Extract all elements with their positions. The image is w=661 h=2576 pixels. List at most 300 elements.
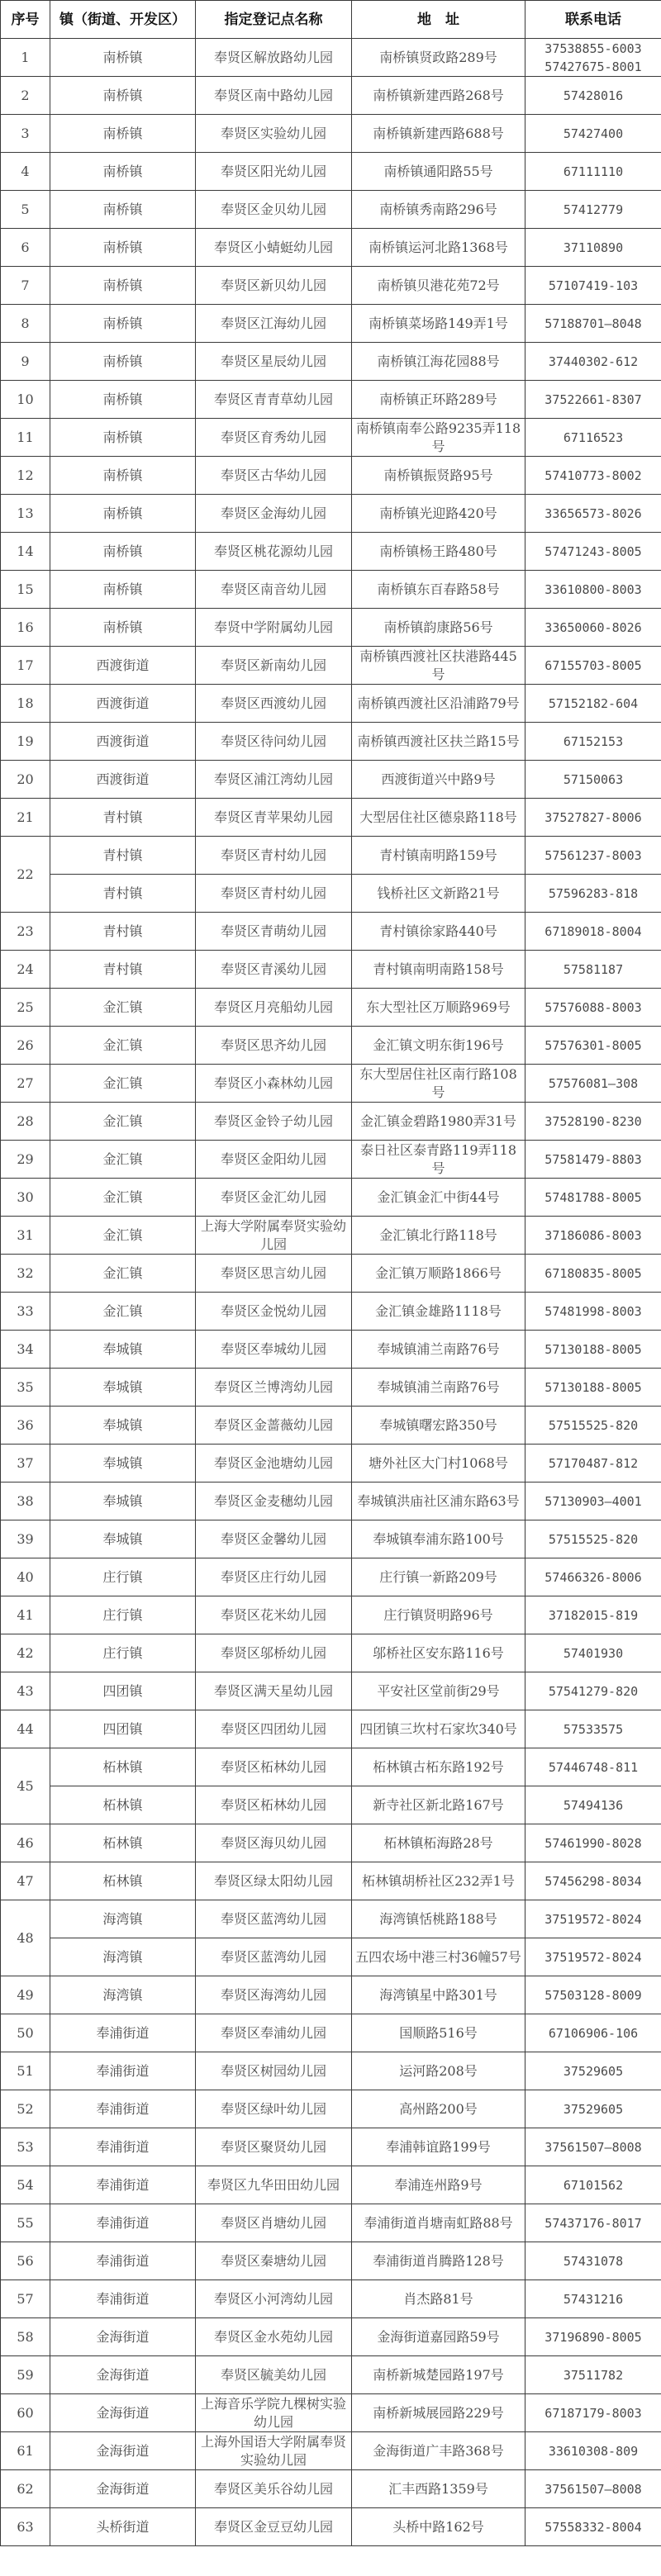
table-row [1, 1710, 661, 1748]
cell-address: 庄行镇一新路209号 [352, 1558, 525, 1596]
cell-phone: 57533575 [525, 1710, 661, 1748]
cell-town: 庄行镇 [50, 1596, 196, 1634]
table-row [1, 153, 661, 191]
cell-name: 奉贤区蓝湾幼儿园 [196, 1900, 352, 1938]
table-row [1, 1938, 661, 1976]
table-row [1, 2166, 661, 2204]
cell-seq: 48 [1, 1900, 50, 1976]
cell-name: 奉贤区邬桥幼儿园 [196, 1634, 352, 1672]
cell-address: 新寺社区新北路167号 [352, 1786, 525, 1824]
table-row [1, 1065, 661, 1103]
cell-phone: 37528190-8230 [525, 1103, 661, 1141]
cell-seq: 28 [1, 1103, 50, 1141]
cell-address: 南桥镇南奉公路9235弄118号 [352, 419, 525, 457]
cell-name: 奉贤区思齐幼儿园 [196, 1027, 352, 1065]
cell-address: 奉城镇浦兰南路76号 [352, 1331, 525, 1369]
cell-phone: 57427400 [525, 115, 661, 153]
cell-address: 南桥新城展园路229号 [352, 2394, 525, 2432]
table-row [1, 191, 661, 229]
cell-address: 海湾镇星中路301号 [352, 1976, 525, 2014]
cell-town: 青村镇 [50, 951, 196, 989]
cell-name: 奉贤区青村幼儿园 [196, 875, 352, 913]
cell-seq: 27 [1, 1065, 50, 1103]
cell-seq: 59 [1, 2356, 50, 2394]
cell-town: 南桥镇 [50, 229, 196, 267]
cell-address: 南桥镇西渡社区沿浦路79号 [352, 685, 525, 723]
cell-name: 奉贤中学附属幼儿园 [196, 609, 352, 647]
cell-seq: 40 [1, 1558, 50, 1596]
table-row [1, 2394, 661, 2432]
cell-town: 四团镇 [50, 1672, 196, 1710]
cell-phone: 67180835-8005 [525, 1255, 661, 1293]
cell-seq: 26 [1, 1027, 50, 1065]
cell-seq: 35 [1, 1369, 50, 1407]
table-row [1, 837, 661, 875]
cell-address: 奉城镇奉浦东路100号 [352, 1520, 525, 1558]
cell-address: 南桥镇西渡社区扶兰路15号 [352, 723, 525, 761]
cell-seq: 30 [1, 1179, 50, 1217]
table-row [1, 77, 661, 115]
cell-address: 南桥镇韵康路56号 [352, 609, 525, 647]
cell-town: 南桥镇 [50, 77, 196, 115]
cell-seq: 3 [1, 115, 50, 153]
cell-seq: 46 [1, 1824, 50, 1862]
cell-town: 金海街道 [50, 2432, 196, 2470]
cell-name: 奉贤区小河湾幼儿园 [196, 2280, 352, 2318]
cell-town: 金汇镇 [50, 1255, 196, 1293]
cell-seq: 7 [1, 267, 50, 305]
cell-address: 西渡街道兴中路9号 [352, 761, 525, 799]
cell-phone: 37561507—8008 [525, 2128, 661, 2166]
header-address: 地 址 [352, 1, 525, 39]
cell-town: 南桥镇 [50, 115, 196, 153]
cell-address: 东大型社区万顺路969号 [352, 989, 525, 1027]
cell-phone: 67116523 [525, 419, 661, 457]
cell-phone: 57130903—4001 [525, 1483, 661, 1520]
cell-seq: 33 [1, 1293, 50, 1331]
cell-town: 奉城镇 [50, 1331, 196, 1369]
table-row [1, 609, 661, 647]
cell-town: 奉浦街道 [50, 2242, 196, 2280]
cell-town: 奉浦街道 [50, 2204, 196, 2242]
cell-town: 金汇镇 [50, 1027, 196, 1065]
cell-phone: 57581479-8803 [525, 1141, 661, 1179]
cell-name: 上海大学附属奉贤实验幼儿园 [196, 1217, 352, 1255]
cell-town: 南桥镇 [50, 39, 196, 77]
cell-phone: 57466326-8006 [525, 1558, 661, 1596]
cell-seq: 11 [1, 419, 50, 457]
table-row [1, 1407, 661, 1445]
cell-town: 奉浦街道 [50, 2014, 196, 2052]
cell-phone: 37527827-8006 [525, 799, 661, 837]
cell-name: 奉贤区金豆豆幼儿园 [196, 2508, 352, 2546]
cell-phone: 57107419-103 [525, 267, 661, 305]
cell-town: 奉城镇 [50, 1445, 196, 1483]
table-row [1, 1596, 661, 1634]
cell-town: 金海街道 [50, 2356, 196, 2394]
cell-town: 柘林镇 [50, 1786, 196, 1824]
cell-address: 钱桥社区文新路21号 [352, 875, 525, 913]
cell-phone: 57152182-604 [525, 685, 661, 723]
cell-name: 奉贤区星辰幼儿园 [196, 343, 352, 381]
cell-address: 泰日社区泰青路119弄118号 [352, 1141, 525, 1179]
table-row [1, 1369, 661, 1407]
cell-name: 奉贤区绿太阳幼儿园 [196, 1862, 352, 1900]
cell-address: 四团镇三坎村石家坎340号 [352, 1710, 525, 1748]
table-row [1, 571, 661, 609]
cell-address: 运河路208号 [352, 2052, 525, 2090]
cell-seq: 55 [1, 2204, 50, 2242]
cell-phone: 57503128-8009 [525, 1976, 661, 2014]
cell-phone: 57446748-811 [525, 1748, 661, 1786]
cell-address: 五四农场中港三村36幢57号 [352, 1938, 525, 1976]
table-row [1, 229, 661, 267]
cell-address: 青村镇南明路159号 [352, 837, 525, 875]
table-row [1, 39, 661, 77]
cell-phone: 37182015-819 [525, 1596, 661, 1634]
cell-phone: 33650060-8026 [525, 609, 661, 647]
cell-town: 金汇镇 [50, 1141, 196, 1179]
header-name: 指定登记点名称 [196, 1, 352, 39]
cell-name: 奉贤区青萌幼儿园 [196, 913, 352, 951]
cell-seq: 12 [1, 457, 50, 495]
cell-phone: 57481998-8003 [525, 1293, 661, 1331]
cell-seq: 4 [1, 153, 50, 191]
cell-name: 奉贤区青青草幼儿园 [196, 381, 352, 419]
cell-address: 南桥镇通阳路55号 [352, 153, 525, 191]
cell-address: 金汇镇北行路118号 [352, 1217, 525, 1255]
table-row [1, 951, 661, 989]
cell-name: 奉贤区花米幼儿园 [196, 1596, 352, 1634]
table-row [1, 419, 661, 457]
cell-phone: 57596283-818 [525, 875, 661, 913]
cell-phone: 37440302-612 [525, 343, 661, 381]
cell-address: 南桥镇杨王路480号 [352, 533, 525, 571]
cell-phone: 57150063 [525, 761, 661, 799]
cell-phone: 57576081—308 [525, 1065, 661, 1103]
table-row [1, 1217, 661, 1255]
cell-name: 奉贤区金馨幼儿园 [196, 1520, 352, 1558]
cell-name: 奉贤区柘林幼儿园 [196, 1786, 352, 1824]
cell-seq: 14 [1, 533, 50, 571]
table-row [1, 1027, 661, 1065]
cell-address: 南桥镇东百春路58号 [352, 571, 525, 609]
cell-town: 金汇镇 [50, 1293, 196, 1331]
cell-seq: 29 [1, 1141, 50, 1179]
cell-phone: 57456298-8034 [525, 1862, 661, 1900]
cell-seq: 61 [1, 2432, 50, 2470]
cell-town: 青村镇 [50, 875, 196, 913]
table-row [1, 2242, 661, 2280]
cell-name: 奉贤区西渡幼儿园 [196, 685, 352, 723]
cell-address: 金汇镇金雄路1118号 [352, 1293, 525, 1331]
cell-town: 金海街道 [50, 2318, 196, 2356]
cell-phone: 57541279-820 [525, 1672, 661, 1710]
cell-town: 西渡街道 [50, 647, 196, 685]
table-row [1, 2318, 661, 2356]
cell-name: 奉贤区海贝幼儿园 [196, 1824, 352, 1862]
cell-phone: 67155703-8005 [525, 647, 661, 685]
cell-town: 青村镇 [50, 913, 196, 951]
cell-address: 金海街道广丰路368号 [352, 2432, 525, 2470]
cell-address: 邬桥社区安东路116号 [352, 1634, 525, 1672]
cell-seq: 62 [1, 2470, 50, 2508]
cell-town: 柘林镇 [50, 1862, 196, 1900]
table-body [1, 39, 661, 2546]
cell-town: 金汇镇 [50, 1065, 196, 1103]
cell-town: 奉城镇 [50, 1483, 196, 1520]
cell-name: 奉贤区四团幼儿园 [196, 1710, 352, 1748]
table-row [1, 2356, 661, 2394]
cell-name: 奉贤区思言幼儿园 [196, 1255, 352, 1293]
cell-phone: 37196890-8005 [525, 2318, 661, 2356]
cell-town: 青村镇 [50, 837, 196, 875]
cell-phone: 57410773-8002 [525, 457, 661, 495]
cell-name: 奉贤区金麦穗幼儿园 [196, 1483, 352, 1520]
cell-seq: 22 [1, 837, 50, 913]
cell-seq: 56 [1, 2242, 50, 2280]
table-row [1, 2090, 661, 2128]
cell-name: 奉贤区金蔷薇幼儿园 [196, 1407, 352, 1445]
cell-address: 奉城镇浦兰南路76号 [352, 1369, 525, 1407]
cell-seq: 41 [1, 1596, 50, 1634]
cell-address: 南桥镇秀南路296号 [352, 191, 525, 229]
cell-address: 南桥镇运河北路1368号 [352, 229, 525, 267]
cell-seq: 2 [1, 77, 50, 115]
cell-town: 奉浦街道 [50, 2280, 196, 2318]
cell-address: 南桥新城楚园路197号 [352, 2356, 525, 2394]
cell-town: 南桥镇 [50, 457, 196, 495]
cell-phone: 57515525-820 [525, 1520, 661, 1558]
cell-name: 奉贤区海湾幼儿园 [196, 1976, 352, 2014]
cell-address: 金汇镇万顺路1866号 [352, 1255, 525, 1293]
cell-address: 肖杰路81号 [352, 2280, 525, 2318]
table-row [1, 533, 661, 571]
cell-name: 奉贤区树园幼儿园 [196, 2052, 352, 2090]
cell-seq: 57 [1, 2280, 50, 2318]
cell-town: 奉浦街道 [50, 2052, 196, 2090]
cell-town: 金汇镇 [50, 1179, 196, 1217]
table-row [1, 875, 661, 913]
table-row [1, 1672, 661, 1710]
cell-name: 奉贤区江海幼儿园 [196, 305, 352, 343]
table-row [1, 1520, 661, 1558]
cell-phone: 37519572-8024 [525, 1938, 661, 1976]
cell-address: 南桥镇菜场路149弄1号 [352, 305, 525, 343]
cell-address: 大型居住社区德泉路118号 [352, 799, 525, 837]
cell-address: 南桥镇新建西路268号 [352, 77, 525, 115]
cell-phone: 67152153 [525, 723, 661, 761]
cell-address: 南桥镇西渡社区扶港路445号 [352, 647, 525, 685]
cell-town: 南桥镇 [50, 419, 196, 457]
cell-seq: 10 [1, 381, 50, 419]
cell-town: 四团镇 [50, 1710, 196, 1748]
cell-seq: 60 [1, 2394, 50, 2432]
cell-name: 奉贤区月亮船幼儿园 [196, 989, 352, 1027]
cell-phone: 37519572-8024 [525, 1900, 661, 1938]
cell-name: 奉贤区奉浦幼儿园 [196, 2014, 352, 2052]
cell-phone: 57431216 [525, 2280, 661, 2318]
table-row [1, 989, 661, 1027]
cell-name: 奉贤区九华田田幼儿园 [196, 2166, 352, 2204]
cell-phone: 37538855-6003 57427675-8001 [525, 39, 661, 77]
cell-seq: 20 [1, 761, 50, 799]
cell-address: 奉城镇洪庙社区浦东路63号 [352, 1483, 525, 1520]
cell-phone: 57401930 [525, 1634, 661, 1672]
cell-phone: 37110890 [525, 229, 661, 267]
cell-address: 汇丰西路1359号 [352, 2470, 525, 2508]
cell-seq: 43 [1, 1672, 50, 1710]
cell-seq: 8 [1, 305, 50, 343]
cell-name: 奉贤区桃花源幼儿园 [196, 533, 352, 571]
cell-town: 南桥镇 [50, 495, 196, 533]
cell-address: 南桥镇贤政路289号 [352, 39, 525, 77]
cell-phone: 37522661-8307 [525, 381, 661, 419]
cell-town: 柘林镇 [50, 1748, 196, 1786]
cell-seq: 24 [1, 951, 50, 989]
cell-town: 南桥镇 [50, 533, 196, 571]
cell-town: 金海街道 [50, 2470, 196, 2508]
table-row [1, 2052, 661, 2090]
cell-name: 奉贤区育秀幼儿园 [196, 419, 352, 457]
cell-name: 奉贤区青溪幼儿园 [196, 951, 352, 989]
cell-address: 金汇镇金碧路1980弄31号 [352, 1103, 525, 1141]
cell-name: 奉贤区金水苑幼儿园 [196, 2318, 352, 2356]
cell-phone: 67111110 [525, 153, 661, 191]
cell-seq: 50 [1, 2014, 50, 2052]
cell-seq: 21 [1, 799, 50, 837]
cell-name: 奉贤区待问幼儿园 [196, 723, 352, 761]
cell-seq: 47 [1, 1862, 50, 1900]
cell-seq: 5 [1, 191, 50, 229]
cell-phone: 57437176-8017 [525, 2204, 661, 2242]
cell-phone: 57581187 [525, 951, 661, 989]
table-row [1, 2128, 661, 2166]
table-row [1, 1293, 661, 1331]
table-row [1, 1634, 661, 1672]
cell-seq: 6 [1, 229, 50, 267]
cell-name: 奉贤区小森林幼儿园 [196, 1065, 352, 1103]
cell-name: 奉贤区蓝湾幼儿园 [196, 1938, 352, 1976]
cell-name: 奉贤区柘林幼儿园 [196, 1748, 352, 1786]
cell-address: 南桥镇贝港花苑72号 [352, 267, 525, 305]
cell-name: 奉贤区金悦幼儿园 [196, 1293, 352, 1331]
table-row [1, 2470, 661, 2508]
cell-address: 金汇镇金汇中街44号 [352, 1179, 525, 1217]
cell-name: 奉贤区金池塘幼儿园 [196, 1445, 352, 1483]
cell-phone: 67101562 [525, 2166, 661, 2204]
cell-town: 西渡街道 [50, 685, 196, 723]
cell-name: 奉贤区金贝幼儿园 [196, 191, 352, 229]
table-row [1, 1786, 661, 1824]
cell-name: 奉贤区毓美幼儿园 [196, 2356, 352, 2394]
cell-seq: 38 [1, 1483, 50, 1520]
cell-seq: 9 [1, 343, 50, 381]
cell-address: 南桥镇正环路289号 [352, 381, 525, 419]
cell-seq: 53 [1, 2128, 50, 2166]
cell-phone: 33656573-8026 [525, 495, 661, 533]
cell-name: 奉贤区小蜻蜓幼儿园 [196, 229, 352, 267]
cell-address: 金海街道嘉园路59号 [352, 2318, 525, 2356]
cell-town: 奉浦街道 [50, 2090, 196, 2128]
cell-phone: 57576301-8005 [525, 1027, 661, 1065]
header-phone: 联系电话 [525, 1, 661, 39]
table-row [1, 2508, 661, 2546]
cell-name: 奉贤区解放路幼儿园 [196, 39, 352, 77]
cell-seq: 44 [1, 1710, 50, 1748]
cell-seq: 49 [1, 1976, 50, 2014]
cell-seq: 1 [1, 39, 50, 77]
cell-seq: 15 [1, 571, 50, 609]
cell-address: 奉城镇曙宏路350号 [352, 1407, 525, 1445]
cell-name: 奉贤区新南幼儿园 [196, 647, 352, 685]
cell-town: 南桥镇 [50, 609, 196, 647]
table-row [1, 381, 661, 419]
cell-town: 奉城镇 [50, 1407, 196, 1445]
header-seq: 序号 [1, 1, 50, 39]
cell-town: 南桥镇 [50, 191, 196, 229]
table-row [1, 1824, 661, 1862]
cell-name: 奉贤区浦江湾幼儿园 [196, 761, 352, 799]
cell-phone: 57515525-820 [525, 1407, 661, 1445]
cell-town: 青村镇 [50, 799, 196, 837]
cell-seq: 51 [1, 2052, 50, 2090]
cell-seq: 54 [1, 2166, 50, 2204]
cell-seq: 16 [1, 609, 50, 647]
cell-name: 奉贤区金海幼儿园 [196, 495, 352, 533]
cell-name: 奉贤区实验幼儿园 [196, 115, 352, 153]
cell-seq: 63 [1, 2508, 50, 2546]
cell-address: 奉浦韩谊路199号 [352, 2128, 525, 2166]
cell-name: 奉贤区古华幼儿园 [196, 457, 352, 495]
cell-phone: 57170487-812 [525, 1445, 661, 1483]
cell-phone: 33610308-809 [525, 2432, 661, 2470]
table-row [1, 723, 661, 761]
cell-name: 奉贤区绿叶幼儿园 [196, 2090, 352, 2128]
cell-name: 奉贤区金汇幼儿园 [196, 1179, 352, 1217]
cell-address: 青村镇徐家路440号 [352, 913, 525, 951]
cell-seq: 17 [1, 647, 50, 685]
cell-name: 奉贤区新贝幼儿园 [196, 267, 352, 305]
cell-phone: 57461990-8028 [525, 1824, 661, 1862]
table-row [1, 2432, 661, 2470]
cell-phone: 57481788-8005 [525, 1179, 661, 1217]
table-row [1, 1331, 661, 1369]
table-row [1, 1900, 661, 1938]
cell-town: 金汇镇 [50, 1103, 196, 1141]
cell-seq: 58 [1, 2318, 50, 2356]
cell-phone: 57412779 [525, 191, 661, 229]
table-row [1, 305, 661, 343]
cell-address: 南桥镇新建西路688号 [352, 115, 525, 153]
cell-town: 奉浦街道 [50, 2166, 196, 2204]
cell-town: 金汇镇 [50, 1217, 196, 1255]
table-row [1, 2280, 661, 2318]
cell-name: 奉贤区肖塘幼儿园 [196, 2204, 352, 2242]
cell-phone: 37529605 [525, 2052, 661, 2090]
cell-name: 奉贤区南中路幼儿园 [196, 77, 352, 115]
cell-town: 海湾镇 [50, 1976, 196, 2014]
cell-town: 南桥镇 [50, 305, 196, 343]
cell-seq: 52 [1, 2090, 50, 2128]
cell-town: 西渡街道 [50, 761, 196, 799]
cell-phone: 33610800-8003 [525, 571, 661, 609]
cell-seq: 18 [1, 685, 50, 723]
cell-address: 金汇镇文明东街196号 [352, 1027, 525, 1065]
cell-name: 奉贤区庄行幼儿园 [196, 1558, 352, 1596]
cell-phone: 57558332-8004 [525, 2508, 661, 2546]
cell-seq: 19 [1, 723, 50, 761]
